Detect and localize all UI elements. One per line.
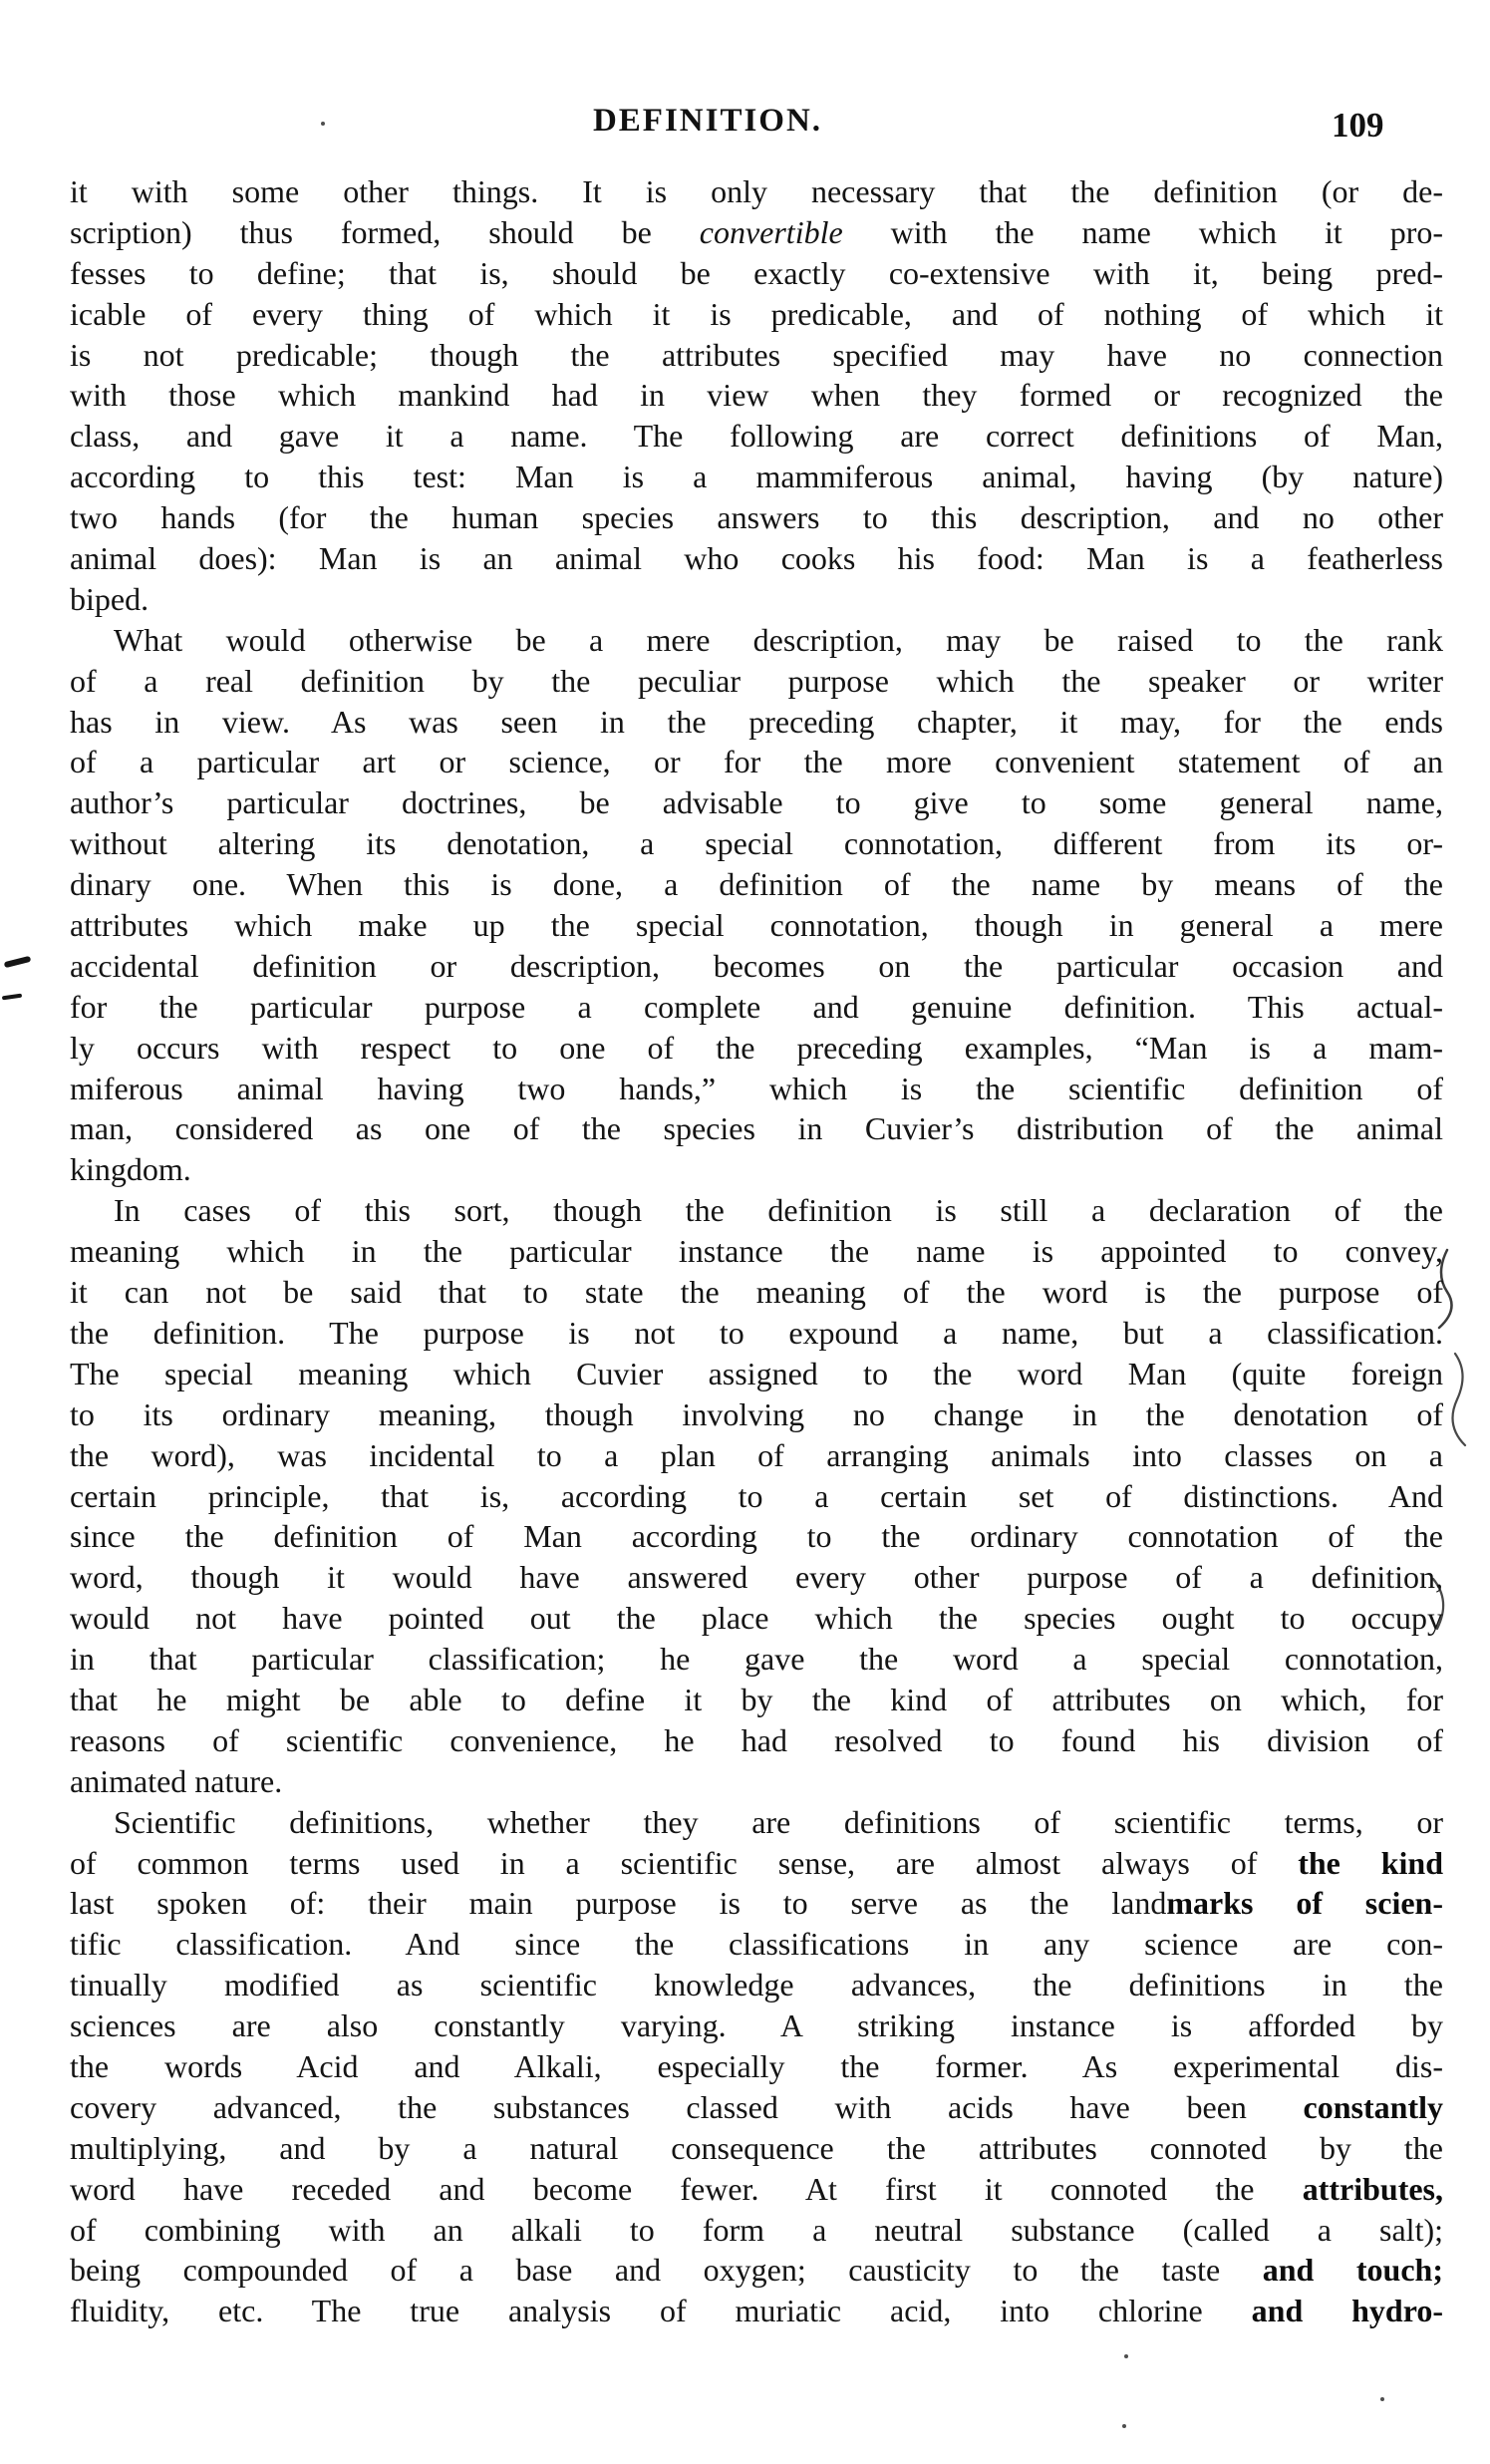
text-line: the words Acid and Alkali, especially the former. As experimental dis- <box>70 2047 1443 2084</box>
text-line: certain principle, that is, according to a certain set of distinctions. And <box>70 1477 1443 1514</box>
text-line: last spoken of: their main purpose is to serve as the landmarks of scien- <box>70 1885 1443 1922</box>
text-line: multiplying, and by a natural consequence the attributes connoted by the <box>70 2129 1443 2166</box>
text-line: of a real definition by the peculiar purpose which the speaker or writer <box>70 662 1443 699</box>
text-line: miferous animal having two hands,” which is the scientific definition of <box>70 1070 1443 1106</box>
text-line: accidental definition or description, becomes on the particular occasion and <box>70 947 1443 984</box>
text-line: with those which mankind had in view when they formed or recognized the <box>70 377 1443 414</box>
text-line: word have receded and become fewer. At first it connoted the attributes, <box>70 2170 1443 2207</box>
text-line: being compounded of a base and oxygen; causticity to the taste and touch; <box>70 2252 1443 2289</box>
text-line: that he might be able to define it by the kind of attributes on which, for <box>70 1681 1443 1717</box>
text-line: of common terms used in a scientific sense, are almost always of the kind <box>70 1844 1443 1881</box>
text-line: author’s particular doctrines, be advisable to give to some general name, <box>70 784 1443 821</box>
margin-ink-mark <box>4 956 32 968</box>
text-line: since the definition of Man according to the ordinary connotation of the <box>70 1518 1443 1555</box>
text-line: dinary one. When this is done, a definition of the name by means of the <box>70 866 1443 903</box>
text-line: would not have pointed out the place which the species ought to occupy <box>70 1600 1443 1637</box>
text-line: in that particular classification; he gave the word a special connotation, <box>70 1641 1443 1678</box>
text-line: for the particular purpose a complete and genuine definition. This actual- <box>70 988 1443 1025</box>
text-line: tific classification. And since the classifications in any science are con- <box>70 1926 1443 1963</box>
text-line: word, though it would have answered every other purpose of a definition, <box>70 1559 1443 1596</box>
text-line: class, and gave it a name. The following are correct definitions of Man, <box>70 418 1443 455</box>
ink-speck <box>321 122 325 126</box>
text-line: of a particular art or science, or for the more convenient statement of an <box>70 744 1443 780</box>
ink-speck <box>1124 2354 1128 2358</box>
text-line: kingdom. <box>70 1151 191 1188</box>
text-line: fluidity, etc. The true analysis of muriatic acid, into chlorine and hydro- <box>70 2293 1443 2329</box>
text-line: without altering its denotation, a special connotation, different from its or- <box>70 825 1443 862</box>
page-number: 109 <box>1332 106 1384 145</box>
text-line: has in view. As was seen in the preceding chapter, it may, for the ends <box>70 703 1443 740</box>
text-line: meaning which in the particular instance the name is appointed to convey, <box>70 1233 1443 1270</box>
text-line: according to this test: Man is a mammiferous animal, having (by nature) <box>70 459 1443 495</box>
text-line: ly occurs with respect to one of the preceding examples, “Man is a mam- <box>70 1029 1443 1066</box>
text-line: What would otherwise be a mere description, may be raised to the rank <box>114 621 1443 658</box>
text-line: two hands (for the human species answers to this description, and no other <box>70 499 1443 536</box>
text-line: Scientific definitions, whether they are definitions of scientific terms, or <box>114 1803 1443 1840</box>
text-line: The special meaning which Cuvier assigned to the word Man (quite foreign <box>70 1355 1443 1391</box>
text-line: fesses to define; that is, should be exactly co-extensive with it, being pred- <box>70 254 1443 291</box>
ink-speck <box>1122 2424 1126 2428</box>
text-line: covery advanced, the substances classed with acids have been constantly <box>70 2088 1443 2125</box>
text-line: attributes which make up the special connotation, though in general a mere <box>70 907 1443 944</box>
text-line: it with some other things. It is only necessary that the definition (or de- <box>70 173 1443 209</box>
text-line: man, considered as one of the species in Cuvier’s distribution of the animal <box>70 1110 1443 1147</box>
page-text <box>70 171 1443 2331</box>
running-head: DEFINITION. <box>592 103 823 139</box>
text-line: of combining with an alkali to form a neutral substance (called a salt); <box>70 2211 1443 2248</box>
text-line: In cases of this sort, though the definition is still a declaration of the <box>114 1192 1443 1229</box>
text-line: animal does): Man is an animal who cooks his food: Man is a featherless <box>70 540 1443 577</box>
text-line: scription) thus formed, should be convertible with the name which it pro- <box>70 213 1443 250</box>
text-line: sciences are also constantly varying. A striking instance is afforded by <box>70 2007 1443 2044</box>
text-line: reasons of scientific convenience, he had resolved to found his division of <box>70 1721 1443 1758</box>
text-line: biped. <box>70 580 149 617</box>
text-line: animated nature. <box>70 1762 283 1799</box>
ink-speck <box>1380 2397 1384 2401</box>
text-line: is not predicable; though the attributes specified may have no connection <box>70 336 1443 373</box>
text-line: it can not be said that to state the meaning of the word is the purpose of <box>70 1274 1443 1311</box>
text-line: the word), was incidental to a plan of arranging animals into classes on a <box>70 1436 1443 1473</box>
margin-ink-mark <box>2 994 22 1001</box>
text-line: to its ordinary meaning, though involving no change in the denotation of <box>70 1395 1443 1432</box>
text-line: tinually modified as scientific knowledge advances, the definitions in the <box>70 1967 1443 2003</box>
text-line: icable of every thing of which it is predicable, and of nothing of which it <box>70 295 1443 332</box>
text-line: the definition. The purpose is not to expound a name, but a classification. <box>70 1314 1443 1351</box>
